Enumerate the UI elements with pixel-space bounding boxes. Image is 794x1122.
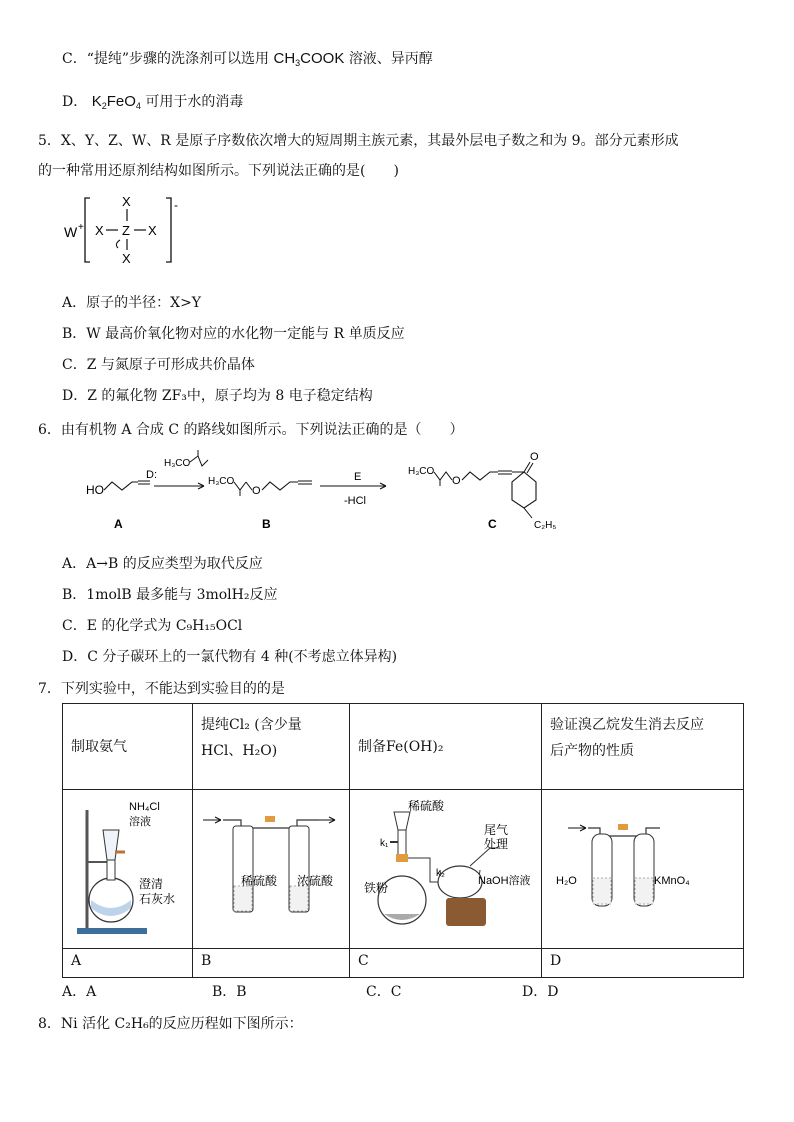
q5-option-c: C．Z 与氮原子可形成共价晶体 <box>62 357 255 373</box>
q5-stem-line2: 的一种常用还原剂结构如图所示。下列说法正确的是( ) <box>38 163 399 179</box>
q5-option-a: A．原子的半径：X>Y <box>62 295 202 311</box>
q7-label-b: B <box>193 949 350 978</box>
q7-d-label-h2o: H₂O <box>556 875 577 887</box>
q7-choice-a: A．A <box>62 984 97 1000</box>
q7-apparatus-d-drawing <box>542 790 742 944</box>
q5-ligand-bottom: X <box>122 251 131 266</box>
q7-label-c: C <box>350 949 542 978</box>
q7-apparatus-b <box>193 790 350 949</box>
svg-text:稀硫酸: 稀硫酸 <box>241 874 278 888</box>
q6-reagent-D: D: <box>146 469 157 481</box>
q7-apparatus-b-drawing <box>193 790 349 944</box>
q6-A-hydroxyl: HO <box>86 483 104 497</box>
q4-option-d-post: 可用于水的消毒 <box>145 94 244 110</box>
q6-C-carbonyl-O: O <box>530 451 539 463</box>
svg-text:澄清: 澄清 <box>139 877 164 891</box>
q6-B-ether-O: O <box>252 485 261 497</box>
q7-apparatus-d <box>542 790 744 949</box>
q7-a-label-nh4cl: NH₄Cl <box>129 801 160 813</box>
q6-B-label: B <box>262 517 271 531</box>
q6-C-ethyl: C₂H₅ <box>534 520 557 531</box>
q6-B-methoxy: H₃CO <box>208 476 235 487</box>
q5-option-b: B．W 最高价氧化物对应的水化物一定能与 R 单质反应 <box>62 326 405 342</box>
q6-C-label: C <box>488 517 497 531</box>
q7-c-label-k2: k₂ <box>436 868 445 879</box>
q5-ligand-top: X <box>122 194 131 209</box>
q7-choice-d: D．D <box>522 984 559 1000</box>
svg-text:稀硫酸: 稀硫酸 <box>408 799 445 813</box>
q5-ligand-left: X <box>95 223 104 238</box>
q7-stem: 7．下列实验中，不能达到实验目的的是 <box>38 681 285 697</box>
svg-text:铁粉: 铁粉 <box>364 881 389 895</box>
q5-stem-line1: 5．X、Y、Z、W、R 是原子序数依次增大的短周期主族元素，其最外层电子数之和为 9。部分元素形成 <box>38 133 679 149</box>
q6-C-ether-O: O <box>452 475 461 487</box>
q4-option-c-formula: $CH_3COOK$ <box>273 50 345 68</box>
q7-header-b: 提纯Cl₂ (含少量 HCl、H₂O) <box>193 704 350 790</box>
q7-label-d: D <box>542 949 744 978</box>
q7-c-label-naoh: NaOH溶液 <box>478 875 531 887</box>
q6-A-label: A <box>114 517 123 531</box>
q6-byproduct-HCl: -HCl <box>344 495 366 507</box>
q4-option-d-formula: $K_2FeO_4$ <box>91 93 141 111</box>
q7-choice-b: B．B <box>212 984 247 1000</box>
svg-text:处理: 处理 <box>484 837 509 851</box>
q8-stem: 8．Ni 活化 C₂H₆的反应历程如下图所示： <box>38 1016 303 1032</box>
q6-reagent-E: E <box>354 471 362 483</box>
q7-apparatus-c-drawing <box>350 790 540 944</box>
q7-apparatus-c <box>350 790 542 949</box>
q7-label-a: A <box>63 949 193 978</box>
q6-stem: 6．由有机物 A 合成 C 的路线如图所示。下列说法正确的是（ ） <box>38 422 464 438</box>
svg-text:石灰水: 石灰水 <box>139 892 176 906</box>
q5-ligand-right: X <box>148 223 157 238</box>
q4-option-d: D． $K_2FeO_4$ 可用于水的消毒 <box>62 93 244 111</box>
q7-experiment-table <box>62 703 744 978</box>
q5-option-d: D．Z 的氟化物 ZF₃中，原子均为 8 电子稳定结构 <box>62 388 373 404</box>
q6-option-a: A．A→B 的反应类型为取代反应 <box>62 556 263 572</box>
svg-text:浓硫酸: 浓硫酸 <box>297 874 334 888</box>
q7-header-c: 制备Fe(OH)₂ <box>350 704 542 790</box>
q6-option-c: C．E 的化学式为 C₉H₁₅OCl <box>62 618 243 634</box>
q4-option-c <box>62 49 433 73</box>
q5-anion-charge: - <box>174 198 178 212</box>
q7-d-label-kmno4: KMnO₄ <box>654 875 690 887</box>
svg-text:溶液: 溶液 <box>129 816 151 828</box>
q6-C-methoxy: H₃CO <box>408 466 435 477</box>
q6-option-d: D．C 分子碳环上的一氯代物有 4 种(不考虑立体异构) <box>62 649 398 665</box>
q4-option-c-post: 溶液、异丙醇 <box>348 51 433 67</box>
q6-synthesis-scheme <box>78 448 588 538</box>
q5-center: Z <box>122 223 130 238</box>
q5-cation: W <box>64 224 78 240</box>
q7-apparatus-a <box>63 790 193 949</box>
q7-header-a: 制取氨气 <box>63 704 193 790</box>
q7-apparatus-a-drawing <box>63 790 191 944</box>
q7-choice-c: C．C <box>366 984 402 1000</box>
q7-header-d: 验证溴乙烷发生消去反应 后产物的性质 <box>542 704 744 790</box>
q4-option-c-text: C．“提纯”步骤的洗涤剂可以选用 <box>62 51 270 67</box>
q5-structure-diagram <box>58 190 188 270</box>
svg-text:尾气: 尾气 <box>484 823 509 837</box>
q5-cation-charge: + <box>78 222 84 233</box>
q6-option-b: B．1molB 最多能与 3molH₂反应 <box>62 587 278 603</box>
q7-c-label-k1: k₁ <box>380 838 389 849</box>
q6-reagent-D-group: H₃CO <box>164 458 191 469</box>
